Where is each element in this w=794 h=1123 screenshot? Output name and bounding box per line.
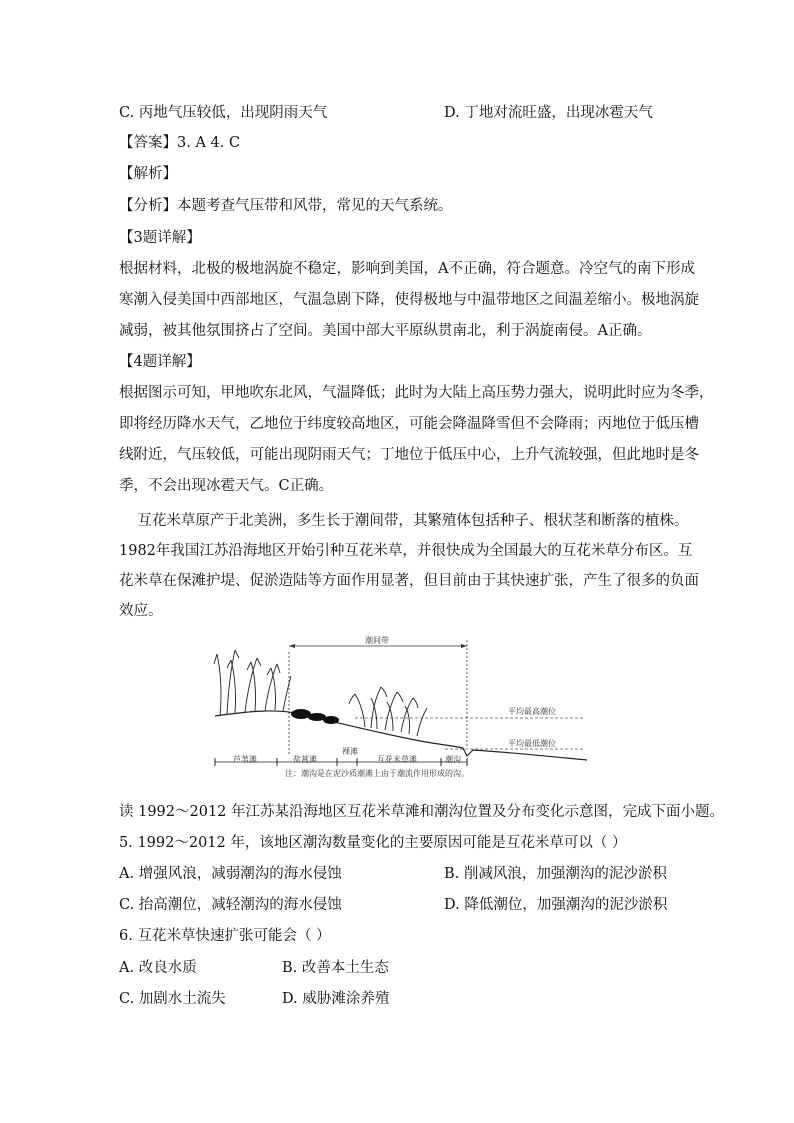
q4-explanation (119, 378, 714, 502)
q6-option-d[interactable]: D. 威胁滩涂养殖 (282, 991, 390, 1007)
tidal-flat-diagram (205, 632, 590, 790)
zone-bare: 裸滩 (342, 747, 358, 756)
q5-stem: 5. 1992～2012 年，该地区潮沟数量变化的主要原因可能是互花米草可以（ ） (119, 835, 627, 851)
reed-icon (214, 650, 291, 716)
high-tide-label: 平均最高潮位 (508, 707, 556, 716)
q5-option-a[interactable]: A. 增强风浪，减弱潮沟的海水侵蚀 (119, 866, 342, 882)
q4-line: 即将经历降水天气，乙地位于纬度较高地区，可能会降温降雪但不会降雨；丙地位于低压槽 (119, 416, 699, 432)
zone-seepweed: 盐蒿滩 (293, 755, 317, 764)
q6-option-a[interactable]: A. 改良水质 (119, 960, 197, 976)
option-d-prev: D. 丁地对流旺盛，出现冰雹天气 (444, 105, 653, 121)
q6-option-b[interactable]: B. 改善本土生态 (282, 960, 389, 976)
q3-line: 寒潮入侵美国中西部地区，气温急剧下降，使得极地与中温带地区之间温差缩小。极地涡旋 (119, 292, 699, 308)
q3-line: 根据材料，北极的极地涡旋不稳定，影响到美国，A不正确，符合题意。冷空气的南下形成 (119, 261, 695, 277)
zone-spartina: 互花米草滩 (377, 755, 417, 764)
q5-option-c[interactable]: C. 抬高潮位，减轻潮沟的海水侵蚀 (119, 897, 342, 913)
q5-option-b[interactable]: B. 削减风浪，加强潮沟的泥沙淤积 (444, 866, 667, 882)
q4-line: 季，不会出现冰雹天气。C正确。 (119, 478, 334, 494)
q4-line: 根据图示可知，甲地吹东北风，气温降低；此时为大陆上高压势力强大，说明此时应为冬季， (119, 385, 714, 401)
answer-line: 【答案】3. A 4. C (119, 135, 241, 151)
intertidal-label: 潮间带 (365, 636, 389, 645)
read-instruction: 读 1992～2012 年江苏某沿海地区互花米草滩和潮沟位置及分布变化示意图，完成下面小题。 (119, 804, 725, 820)
zone-reed: 芦苇滩 (233, 755, 257, 764)
q3-title: 【3题详解】 (119, 230, 201, 246)
q4-line: 线附近，气压较低，可能出现阴雨天气；丁地位于低压中心，上升气流较强，但此地时是冬 (119, 447, 699, 463)
q6-stem: 6. 互花米草快速扩张可能会（ ） (119, 928, 331, 944)
figure-note: 注：潮沟是在泥沙质潮滩上由于潮流作用形成的沟。 (285, 769, 469, 778)
option-c-prev: C. 丙地气压较低，出现阴雨天气 (119, 105, 328, 121)
q4-title: 【4题详解】 (119, 354, 201, 370)
shrub-icon (291, 709, 339, 724)
q5-option-d[interactable]: D. 降低潮位，加强潮沟的泥沙淤积 (444, 897, 668, 913)
analysis-title: 【解析】 (119, 166, 177, 182)
analysis-summary: 【分析】本题考查气压带和风带，常见的天气系统。 (119, 198, 453, 214)
intro-paragraph (119, 506, 699, 626)
q3-explanation (119, 254, 699, 347)
low-tide-label: 平均最低潮位 (508, 739, 556, 748)
intro-line: 互花米草原产于北美洲，多生长于潮间带，其繁殖体包括种子、根状茎和断落的植株。 (119, 513, 689, 529)
zone-creek: 潮沟 (445, 755, 461, 764)
intro-line: 1982年我国江苏沿海地区开始引种互花米草，并很快成为全国最大的互花米草分布区。互 (119, 543, 693, 559)
q6-option-c[interactable]: C. 加剧水土流失 (119, 991, 226, 1007)
q3-line: 减弱，被其他氛围挤占了空间。美国中部大平原纵贯南北，利于涡旋南侵。A正确。 (119, 323, 652, 339)
intro-line: 效应。 (119, 603, 163, 619)
intro-line: 花米草在保滩护堤、促淤造陆等方面作用显著，但目前由于其快速扩张，产生了很多的负面 (119, 573, 699, 589)
